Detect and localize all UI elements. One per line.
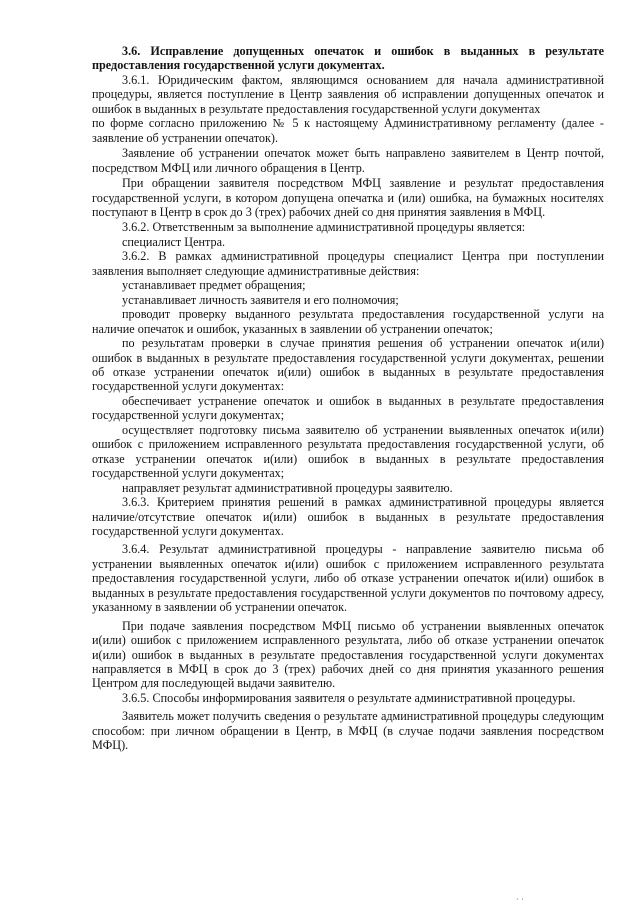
paragraph-responsible-specialist: специалист Центра. — [122, 234, 226, 249]
section-heading: 3.6. Исправление допущенных опечаток и ошибок в выданных в результате предоставления государственной услуги документах. — [92, 44, 604, 73]
paragraph-3-6-5-informing: 3.6.5. Способы информирования заявителя о результате административной процедуры. — [122, 690, 576, 705]
list-item-subject: устанавливает предмет обращения; — [122, 278, 306, 293]
paragraph-3-6-1: 3.6.1. Юридическим фактом, являющимся основанием для начала административной процедуры, является поступление в Центр заявления об исправлении допущенных опечаток и ошибок в выданных в результате предоставления государственной услуги документах — [92, 72, 604, 116]
paragraph-3-6-2-responsible: 3.6.2. Ответственным за выполнение административной процедуры является: — [122, 220, 526, 235]
scan-artifact-mark: · · — [516, 895, 524, 904]
paragraph-applicant-info: Заявитель может получить сведения о результате административной процедуры следующим способом: при личном обращении в Центр, в МФЦ (в случае подачи заявления посредством МФЦ). — [92, 709, 604, 753]
paragraph-submission-methods: Заявление об устранении опечаток может быть направлено заявителем в Центр почтой, посредством МФЦ или личного обращения в Центр. — [92, 146, 604, 175]
list-item-send-result: направляет результат административной процедуры заявителю. — [122, 480, 453, 495]
paragraph-3-6-3-criterion: 3.6.3. Критерием принятия решений в рамках административной процедуры является наличие/отсутствие опечаток и(или) ошибок в выданных в результате предоставления государственной услуги документах. — [92, 495, 604, 538]
list-item-identity: устанавливает личность заявителя и его полномочия; — [122, 292, 399, 307]
list-item-decision: по результатам проверки в случае принятия решения об устранении опечаток и(или) ошибок в выданных в результате предоставления государственной услуги документах, решении об отказе устранении опечаток и(или) ошибок в выданных в результате предоставления государственной услуги документах: — [92, 336, 604, 394]
document-page — [92, 44, 604, 753]
paragraph-mfc-letter: При подаче заявления посредством МФЦ письмо об устранении выявленных опечаток и(или) ошибок с приложением исправленного результата, либо об отказе устранении опечаток и(или) ошибок в выданных в результате предоставления государственной услуги документах направляется в МФЦ в срок до 3 (трех) рабочих дней со дня принятия указанного решения Центром для последующей выдачи заявителю. — [92, 618, 604, 691]
paragraph-mfc-submission: При обращении заявителя посредством МФЦ заявление и результат предоставления государственной услуги, в котором допущена опечатка и (или) ошибка, на бумажных носителях поступают в Центр в срок до 3 (трех) рабочих дней со дня принятия заявления в МФЦ. — [92, 176, 604, 219]
paragraph-3-6-2-actions: 3.6.2. В рамках административной процедуры специалист Центра при поступлении заявления выполняет следующие административные действия: — [92, 249, 604, 278]
list-item-verification: проводит проверку выданного результата предоставления государственной услуги на наличие опечаток и ошибок, указанных в заявлении об устранении опечаток; — [92, 307, 604, 336]
list-item-correction: обеспечивает устранение опечаток и ошибок в выданных в результате предоставления государственной услуги документах; — [92, 393, 604, 423]
paragraph-3-6-4-result: 3.6.4. Результат административной процедуры - направление заявителю письма об устранении выявленных опечаток и(или) ошибок с приложением исправленного результата предоставления государственной услуги, либо об отказе устранении опечаток и(или) ошибок в выданных в результате предоставления государственной услуги документов по почтовому адресу, указанному в заявлении об устранении опечаток. — [92, 542, 604, 615]
paragraph-form-reference: по форме согласно приложению № 5 к настоящему Административному регламенту (далее - заявление об устранении опечаток). — [92, 116, 604, 145]
list-item-letter: осуществляет подготовку письма заявителю об устранении выявленных опечаток и(или) ошибок с приложением исправленного результата предоставления государственной услуги, об отказе устранении опечаток и(или) ошибок в выданных в результате предоставления государственной услуги документах; — [92, 422, 604, 481]
